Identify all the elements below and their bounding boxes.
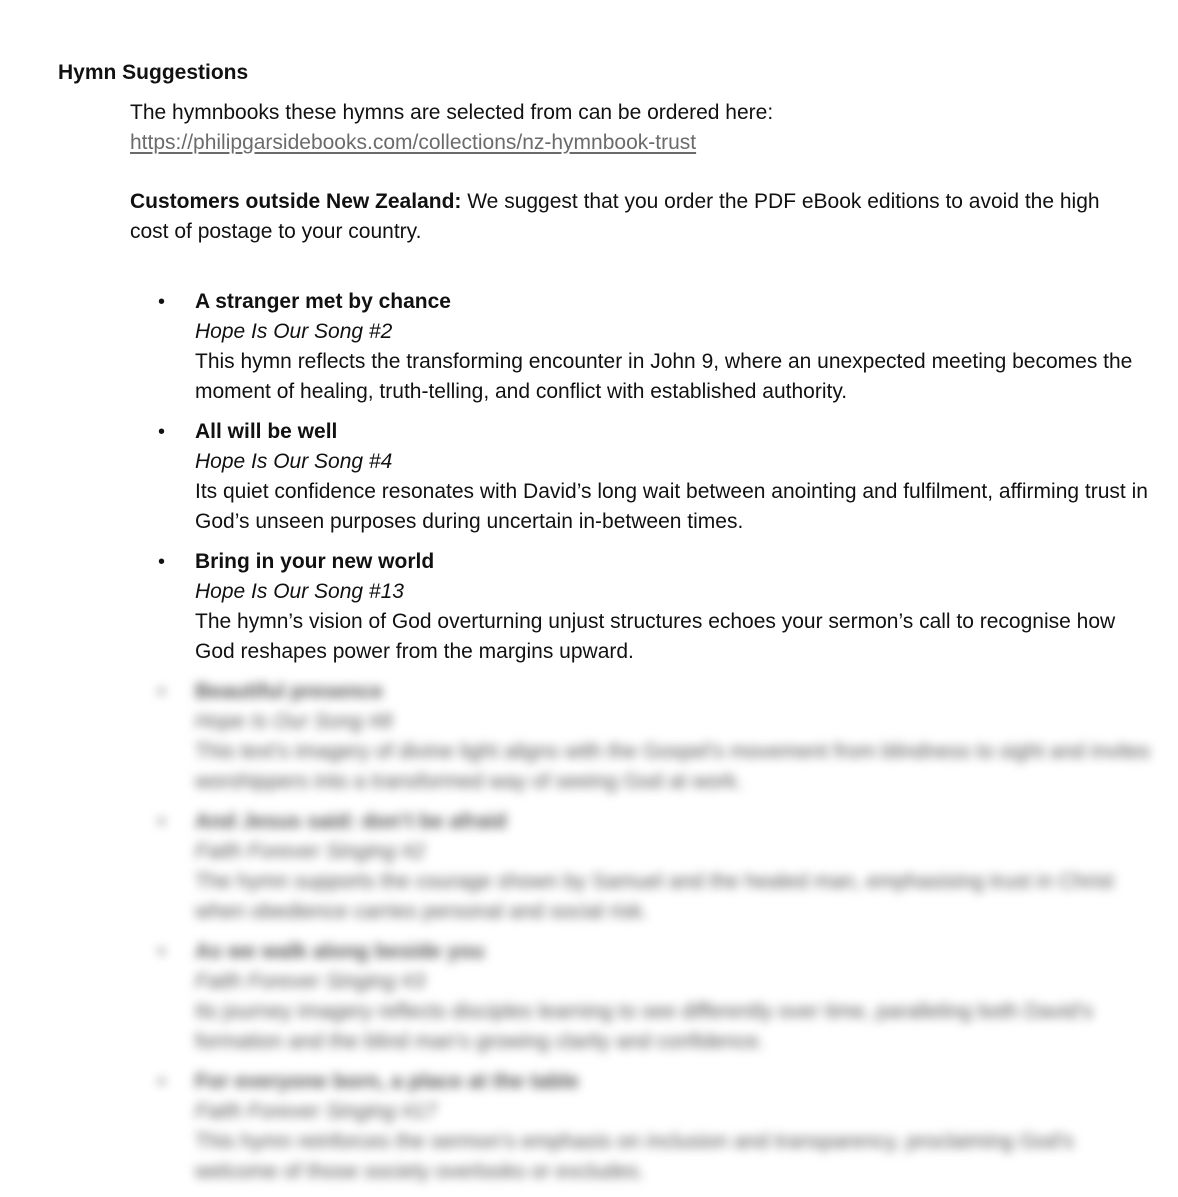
hymn-source: Hope Is Our Song #8	[195, 710, 393, 733]
hymn-item	[0, 807, 1155, 927]
hymn-description: The hymn supports the courage shown by Samuel and the healed man, emphasising trust in Christ when obedience carries personal and social risk.	[195, 870, 1114, 923]
bullet-icon: •	[158, 291, 166, 313]
overseas-notice	[130, 187, 1140, 247]
hymn-title: And Jesus said: don’t be afraid	[195, 810, 507, 833]
hymn-source: Faith Forever Singing #17	[195, 1100, 437, 1123]
bullet-icon: •	[158, 1071, 166, 1093]
hymn-title: Bring in your new world	[195, 550, 435, 573]
hymn-source: Faith Forever Singing #2	[195, 840, 425, 863]
hymn-description: Its journey imagery reflects disciples learning to see differently over time, paralleling both David’s formation and the blind man’s growing clarity and confidence.	[195, 1000, 1093, 1053]
bullet-icon: •	[158, 421, 166, 443]
hymn-title: A stranger met by chance	[195, 290, 451, 313]
hymn-source: Hope Is Our Song #13	[195, 580, 404, 603]
bullet-icon: •	[158, 551, 166, 573]
bullet-icon: •	[158, 941, 166, 963]
intro-text: The hymnbooks these hymns are selected from can be ordered here:	[130, 101, 774, 124]
hymn-description: This text’s imagery of divine light aligns with the Gospel’s movement from blindness to sight and invites worshippers into a transformed way of seeing God at work.	[195, 740, 1151, 793]
hymn-title: All will be well	[195, 420, 338, 443]
hymn-item	[0, 287, 1155, 407]
bullet-icon: •	[158, 681, 166, 703]
hymn-description: Its quiet confidence resonates with David’s long wait between anointing and fulfilment, affirming trust in God’s unseen purposes during uncertain in-between times.	[195, 480, 1148, 533]
intro-paragraph	[130, 98, 1140, 158]
notice-text: We suggest that you order the PDF eBook editions to avoid the high cost of postage to your country.	[130, 190, 1100, 243]
hymn-source: Hope Is Our Song #4	[195, 450, 393, 473]
hymn-title: For everyone born, a place at the table	[195, 1070, 579, 1093]
hymn-title: Beautiful presence	[195, 680, 383, 703]
hymnbook-order-link[interactable]: https://philipgarsidebooks.com/collections/nz-hymnbook-trust	[130, 131, 697, 154]
hymn-list	[0, 287, 1178, 1197]
hymn-item	[0, 937, 1155, 1057]
hymn-source: Hope Is Our Song #2	[195, 320, 393, 343]
bullet-icon: •	[158, 811, 166, 833]
hymn-item	[0, 547, 1155, 667]
hymn-item	[0, 417, 1155, 537]
hymn-source: Faith Forever Singing #3	[195, 970, 425, 993]
hymn-item	[0, 1067, 1155, 1187]
hymn-title: As we walk along beside you	[195, 940, 485, 963]
section-heading: Hymn Suggestions	[58, 61, 249, 84]
hymn-description: This hymn reflects the transforming encounter in John 9, where an unexpected meeting becomes the moment of healing, truth-telling, and conflict with established authority.	[195, 350, 1133, 403]
hymn-item	[0, 677, 1155, 797]
hymn-description: The hymn’s vision of God overturning unjust structures echoes your sermon’s call to recognise how God reshapes power from the margins upward.	[195, 610, 1116, 663]
notice-label: Customers outside New Zealand:	[130, 190, 462, 213]
hymn-description: This hymn reinforces the sermon’s emphasis on inclusion and transparency, proclaiming God’s welcome of those society overlooks or excludes.	[195, 1130, 1074, 1183]
